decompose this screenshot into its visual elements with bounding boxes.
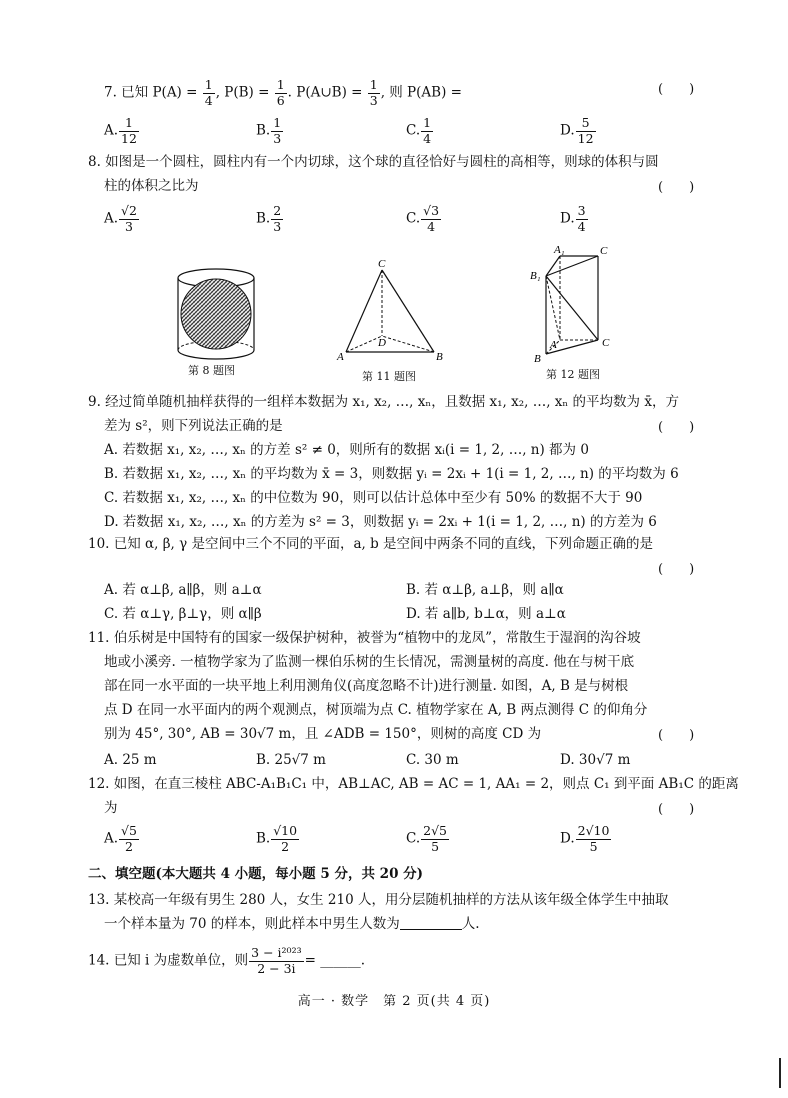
q11-line-5: 别为 45°, 30°, AB = 30√7 m，且 ∠ADB = 150°，则树的高度 CD 为 [104, 726, 542, 742]
q7-option-c-num: 1 [423, 115, 432, 130]
q10-option-c[interactable]: C. 若 α⊥γ, β⊥γ，则 α∥β [104, 606, 262, 622]
fig12-label-c1: C [600, 245, 608, 257]
q7-frac-3 [368, 78, 380, 108]
q7-option-a-label: A. [104, 122, 119, 139]
q12-option-a-num: √5 [121, 823, 137, 838]
q8-option-c-num: √3 [423, 203, 440, 218]
q7-option-c-den: 4 [423, 130, 432, 146]
q12-option-a[interactable] [104, 824, 140, 854]
page-footer: 高一 · 数学 第 2 页(共 4 页) [297, 994, 491, 1009]
q10-option-a[interactable]: A. 若 α⊥β, a∥β，则 a⊥α [104, 582, 262, 598]
q14-frac [249, 946, 303, 976]
figure-8-cylinder-sphere [168, 264, 264, 364]
figure-11-caption: 第 11 题图 [362, 370, 416, 383]
q12-line-1: 12. 如图，在直三棱柱 ABC-A₁B₁C₁ 中，AB⊥AC, AB = AC = 1, AA₁ = 2，则点 C₁ 到平面 AB₁C 的距离 [88, 776, 739, 792]
q8-option-c-den: 4 [427, 218, 436, 234]
q9-option-b[interactable]: B. 若数据 x₁, x₂, …, xₙ 的平均数为 x̄ = 3，则数据 yᵢ = 2xᵢ + 1(i = 1, 2, …, n) 的平均数为 6 [104, 466, 679, 482]
fig11-edge-bd [382, 336, 434, 352]
fig12-label-a1: A₁ [554, 244, 565, 256]
fig11-label-a: A [337, 351, 344, 363]
q8-line-2: 柱的体积之比为 [104, 178, 199, 194]
q8-option-b-num: 2 [273, 203, 282, 218]
fig11-label-c: C [378, 258, 386, 270]
q8-option-b-den: 3 [273, 218, 282, 234]
q14-frac-num: 3 − i²⁰²³ [251, 945, 302, 960]
q7-option-b-label: B. [256, 122, 271, 139]
q7-option-b-den: 3 [273, 130, 282, 146]
q7-frac-3-den: 3 [369, 92, 378, 108]
q8-option-c-label: C. [406, 210, 421, 227]
q7-option-b[interactable] [256, 116, 284, 146]
q7-option-a[interactable] [104, 116, 140, 146]
fig8-bottom-arc [178, 350, 254, 359]
q12-option-c-num: 2√5 [423, 823, 448, 838]
fig11-edge-ca [346, 270, 382, 352]
q11-line-4: 点 D 在同一水平面内的两个观测点，树顶端为点 C. 植物学家在 A, B 两点测得 C 的仰角分 [104, 702, 648, 718]
q9-answer-paren[interactable]: ( ) [658, 420, 695, 435]
q8-option-c-frac [421, 204, 441, 234]
figure-12-prism [528, 242, 628, 366]
q8-option-b-frac [271, 204, 283, 234]
fig11-label-b: B [436, 351, 443, 363]
q11-option-b[interactable]: B. 25√7 m [256, 752, 326, 768]
q7-frac-1 [203, 78, 215, 108]
q7-option-d-den: 12 [577, 130, 594, 146]
q7-option-c-label: C. [406, 122, 421, 139]
q13-line-2-text: 一个样本量为 70 的样本，则此样本中男生人数为 [104, 916, 400, 932]
q12-option-c-frac [421, 824, 449, 854]
q12-option-d-num: 2√10 [577, 823, 610, 838]
q11-line-3: 部在同一水平面的一块平地上利用测角仪(高度忽略不计)进行测量. 如图，A, B 是与树根 [104, 678, 629, 694]
q7-option-c[interactable] [406, 116, 434, 146]
q8-option-d-frac [576, 204, 588, 234]
q12-option-c[interactable] [406, 824, 450, 854]
q8-option-b[interactable] [256, 204, 284, 234]
margin-mark [779, 1058, 781, 1088]
q12-line-2: 为 [104, 800, 118, 816]
q7-option-d-num: 5 [576, 116, 596, 132]
section-2-heading: 二、填空题(本大题共 4 小题，每小题 5 分，共 20 分) [88, 866, 424, 882]
q12-answer-paren[interactable]: ( ) [658, 802, 695, 817]
q7-option-b-num: 1 [273, 115, 282, 130]
q7-frac-3-num: 1 [369, 77, 378, 92]
q8-option-d[interactable] [560, 204, 589, 234]
q7-option-a-num: 1 [119, 116, 139, 132]
fig12-label-b1: B₁ [530, 270, 541, 282]
q13-line-2 [104, 914, 480, 934]
q7-option-c-frac [421, 116, 433, 146]
q7-frac-1-num: 1 [204, 77, 213, 92]
fig11-edge-cb [382, 270, 434, 352]
q11-option-d[interactable]: D. 30√7 m [560, 752, 631, 768]
figure-12-caption: 第 12 题图 [546, 368, 600, 381]
q12-option-d-frac [576, 824, 612, 854]
q7-stem [104, 78, 462, 108]
q7-option-d-frac [576, 116, 596, 146]
q8-option-d-num: 3 [577, 203, 586, 218]
q10-line-1: 10. 已知 α, β, γ 是空间中三个不同的平面，a, b 是空间中两条不同的直线，下列命题正确的是 [88, 536, 654, 552]
q7-option-a-den: 12 [121, 130, 137, 146]
q7-frac-2 [275, 78, 287, 108]
fig12-edge-b1c [546, 276, 598, 340]
q7-frac-2-den: 6 [276, 92, 285, 108]
q12-option-a-frac [119, 824, 139, 854]
fig12-edge-b1a [546, 276, 560, 340]
q8-option-a-label: A. [104, 210, 119, 227]
q11-line-1: 11. 伯乐树是中国特有的国家一级保护树种，被誉为“植物中的龙凤”，常散生于湿润的沟谷坡 [88, 630, 641, 646]
q9-option-a[interactable]: A. 若数据 x₁, x₂, …, xₙ 的方差 s² ≠ 0，则所有的数据 xᵢ(i = 1, 2, …, n) 都为 0 [104, 442, 589, 458]
q10-option-b[interactable]: B. 若 α⊥β, a⊥β，则 a∥α [406, 582, 564, 598]
q14-answer-blank[interactable]: = ______. [304, 952, 365, 969]
q9-option-d[interactable]: D. 若数据 x₁, x₂, …, xₙ 的方差为 s² = 3，则数据 yᵢ = 2xᵢ + 1(i = 1, 2, …, n) 的方差为 6 [104, 514, 657, 530]
fig12-edge-b1c1 [546, 256, 598, 276]
q8-option-b-label: B. [256, 210, 271, 227]
q7-frac-1-den: 4 [204, 92, 213, 108]
q13-line-1: 13. 某校高一年级有男生 280 人，女生 210 人，用分层随机抽样的方法从该年级全体学生中抽取 [88, 892, 669, 908]
q8-line-1: 8. 如图是一个圆柱，圆柱内有一个内切球，这个球的直径恰好与圆柱的高相等，则球的体积与圆 [88, 154, 659, 170]
q12-option-b-num: √10 [273, 823, 298, 838]
q11-option-a[interactable]: A. 25 m [104, 752, 157, 768]
q13-answer-blank[interactable] [400, 915, 462, 930]
q9-option-c[interactable]: C. 若数据 x₁, x₂, …, xₙ 的中位数为 90，则可以估计总体中至少有 50% 的数据不大于 90 [104, 490, 643, 506]
q11-option-c[interactable]: C. 30 m [406, 752, 459, 768]
q14-stem: 14. 已知 i 为虚数单位，则 [88, 952, 249, 969]
q12-option-b-den: 2 [281, 838, 290, 854]
q7-stem-d: , 则 P(AB) = [380, 84, 462, 101]
q10-answer-paren[interactable]: ( ) [658, 562, 695, 577]
q8-option-a-frac [119, 204, 139, 234]
q10-option-d[interactable]: D. 若 a∥b, b⊥α，则 a⊥α [406, 606, 566, 622]
q7-option-a-frac [119, 116, 139, 146]
q8-answer-paren[interactable]: ( ) [658, 180, 695, 195]
fig12-label-a: A [550, 339, 557, 351]
fig12-label-b: B [534, 353, 541, 365]
q8-option-a-num: √2 [121, 203, 137, 218]
figure-11-tetrahedron [334, 256, 454, 368]
fig11-label-d: D [378, 337, 386, 349]
figure-8-caption: 第 8 题图 [188, 364, 235, 377]
q12-option-d-den: 5 [589, 838, 598, 854]
q8-option-a[interactable] [104, 204, 140, 234]
q11-line-2: 地或小溪旁. 一植物学家为了监测一棵伯乐树的生长情况，需测量树的高度. 他在与树干底 [104, 654, 635, 670]
q14-line [88, 946, 365, 976]
q8-option-a-den: 3 [125, 218, 133, 234]
q11-answer-paren[interactable]: ( ) [658, 728, 695, 743]
q12-option-a-label: A. [104, 830, 119, 847]
q7-option-d[interactable] [560, 116, 597, 146]
q7-option-d-label: D. [560, 122, 575, 139]
q12-option-d-label: D. [560, 830, 575, 847]
q13-line-2-unit: 人. [461, 916, 480, 932]
q7-option-b-frac [271, 116, 283, 146]
q7-stem-b: , P(B) = [215, 84, 274, 101]
q12-option-a-den: 2 [125, 838, 133, 854]
q7-answer-paren[interactable]: ( ) [658, 82, 695, 97]
q9-line-2: 差为 s²，则下列说法正确的是 [104, 418, 283, 434]
q12-option-b-label: B. [256, 830, 271, 847]
q14-frac-den: 2 − 3i [257, 960, 296, 976]
q8-option-d-den: 4 [577, 218, 586, 234]
q8-option-d-label: D. [560, 210, 575, 227]
q12-option-b[interactable] [256, 824, 300, 854]
q12-option-c-den: 5 [431, 838, 440, 854]
q7-frac-2-num: 1 [276, 77, 285, 92]
q7-stem-c: . P(A∪B) = [287, 84, 367, 101]
q9-line-1: 9. 经过简单随机抽样获得的一组样本数据为 x₁, x₂, …, xₙ，且数据 x₁, x₂, …, xₙ 的平均数为 x̄，方 [88, 394, 679, 410]
q12-option-d[interactable] [560, 824, 612, 854]
q7-stem-a: 7. 已知 P(A) = [104, 84, 202, 101]
fig8-sphere [181, 279, 251, 349]
q12-option-b-frac [271, 824, 299, 854]
fig12-label-c: C [602, 337, 610, 349]
q8-option-c[interactable] [406, 204, 442, 234]
q12-option-c-label: C. [406, 830, 421, 847]
